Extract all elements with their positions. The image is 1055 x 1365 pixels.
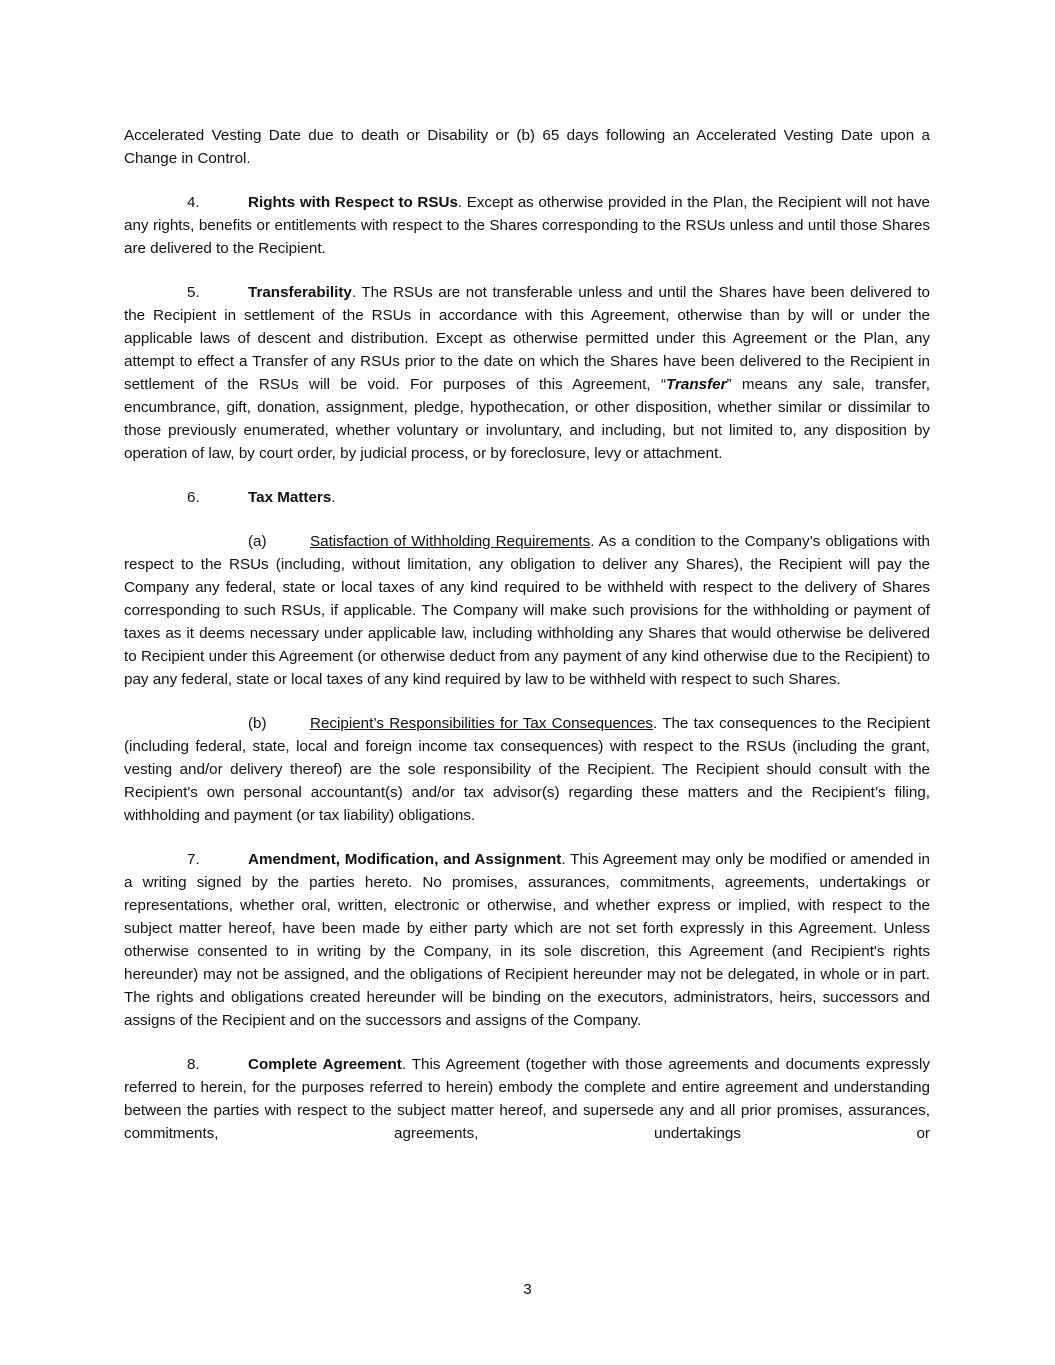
section-4-paragraph bbox=[124, 191, 930, 260]
section-5-title: Transferability bbox=[248, 284, 352, 301]
section-6-body: . bbox=[331, 489, 336, 506]
section-8-paragraph bbox=[124, 1053, 930, 1145]
section-5-body-after: ” means any sale, transfer, encumbrance, gift, donation, assignment, pledge, hypothecation, or other disposition, whether similar or dissimilar to those previously enumerated, whether voluntary or involuntary, and including, but not limited to, any disposition by operation of law, by court order, by judicial process, or by foreclosure, levy or attachment. bbox=[124, 376, 930, 462]
section-6b-paragraph bbox=[124, 712, 930, 827]
section-6b-number: (b) bbox=[248, 715, 267, 732]
section-6a-body: . As a condition to the Company’s obligations with respect to the RSUs (including, without limitation, any obligation to deliver any Shares), the Recipient will pay the Company any federal, state or local taxes of any kind required to be withheld with respect to the delivery of Shares corresponding to such RSUs, if applicable. The Company will make such provisions for the withholding or payment of taxes as it deems necessary under applicable law, including withholding any Shares that would otherwise be delivered to Recipient under this Agreement (or otherwise deduct from any payment of any kind otherwise due to the Recipient) to pay any federal, state or local taxes of any kind required by law to be withheld with respect to such Shares. bbox=[124, 533, 930, 688]
section-5-defined-term: Transfer bbox=[666, 376, 727, 393]
section-6-heading bbox=[124, 486, 930, 509]
section-6b-label: Recipient’s Responsibilities for Tax Consequences bbox=[310, 715, 653, 732]
section-8-title: Complete Agreement bbox=[248, 1056, 402, 1073]
section-6a-number: (a) bbox=[248, 533, 267, 550]
document-body bbox=[124, 124, 930, 1166]
carryover-paragraph: Accelerated Vesting Date due to death or Disability or (b) 65 days following an Accelerated Vesting Date upon a Change in Control. bbox=[124, 127, 930, 167]
section-8-number: 8. bbox=[187, 1056, 200, 1073]
section-5-paragraph bbox=[124, 281, 930, 465]
section-7-number: 7. bbox=[187, 851, 200, 868]
section-8-body: . This Agreement (together with those agreements and documents expressly referred to herein, for the purposes referred to herein) embody the complete and entire agreement and understanding between the parties with respect to the subject matter hereof, and supersede any and all prior promises, assurances, commitments, agreements, undertakings or bbox=[124, 1056, 930, 1142]
section-6-number: 6. bbox=[187, 489, 200, 506]
section-6a-label: Satisfaction of Withholding Requirements bbox=[310, 533, 591, 550]
section-7-body: . This Agreement may only be modified or amended in a writing signed by the parties hereto. No promises, assurances, commitments, agreements, undertakings or representations, whether oral, written, electronic or otherwise, and whether express or implied, with respect to the subject matter hereof, have been made by either party which are not set forth expressly in this Agreement. Unless otherwise consented to in writing by the Company, in its sole discretion, this Agreement (and Recipient's rights hereunder) may not be assigned, and the obligations of Recipient hereunder may not be delegated, in whole or in part. The rights and obligations created hereunder will be binding on the executors, administrators, heirs, successors and assigns of the Recipient and on the successors and assigns of the Company. bbox=[124, 851, 931, 1029]
section-5-body-before: . The RSUs are not transferable unless and until the Shares have been delivered to the Recipient in settlement of the RSUs in accordance with this Agreement, otherwise than by will or under the applicable laws of descent and distribution. Except as otherwise permitted under this Agreement or the Plan, any attempt to effect a Transfer of any RSUs prior to the date on which the Shares have been delivered to the Recipient in settlement of the RSUs will be void. For purposes of this Agreement, “ bbox=[124, 284, 930, 393]
section-6a-paragraph bbox=[124, 530, 930, 691]
section-7-paragraph bbox=[124, 848, 930, 1032]
section-4-number: 4. bbox=[187, 194, 200, 211]
page-number: 3 bbox=[523, 1281, 532, 1298]
section-5-number: 5. bbox=[187, 284, 200, 301]
section-6b-body: . The tax consequences to the Recipient (including federal, state, local and foreign income tax consequences) with respect to the RSUs (including the grant, vesting and/or delivery thereof) are the sole responsibility of the Recipient. The Recipient should consult with the Recipient's own personal accountant(s) and/or tax advisor(s) regarding these matters and the Recipient’s filing, withholding and payment (or tax liability) obligations. bbox=[124, 715, 930, 824]
section-4-body: . Except as otherwise provided in the Plan, the Recipient will not have any rights, benefits or entitlements with respect to the Shares corresponding to the RSUs unless and until those Shares are delivered to the Recipient. bbox=[124, 194, 930, 257]
section-4-title: Rights with Respect to RSUs bbox=[248, 194, 458, 211]
section-7-title: Amendment, Modification, and Assignment bbox=[248, 851, 562, 868]
section-6-title: Tax Matters bbox=[248, 489, 332, 506]
